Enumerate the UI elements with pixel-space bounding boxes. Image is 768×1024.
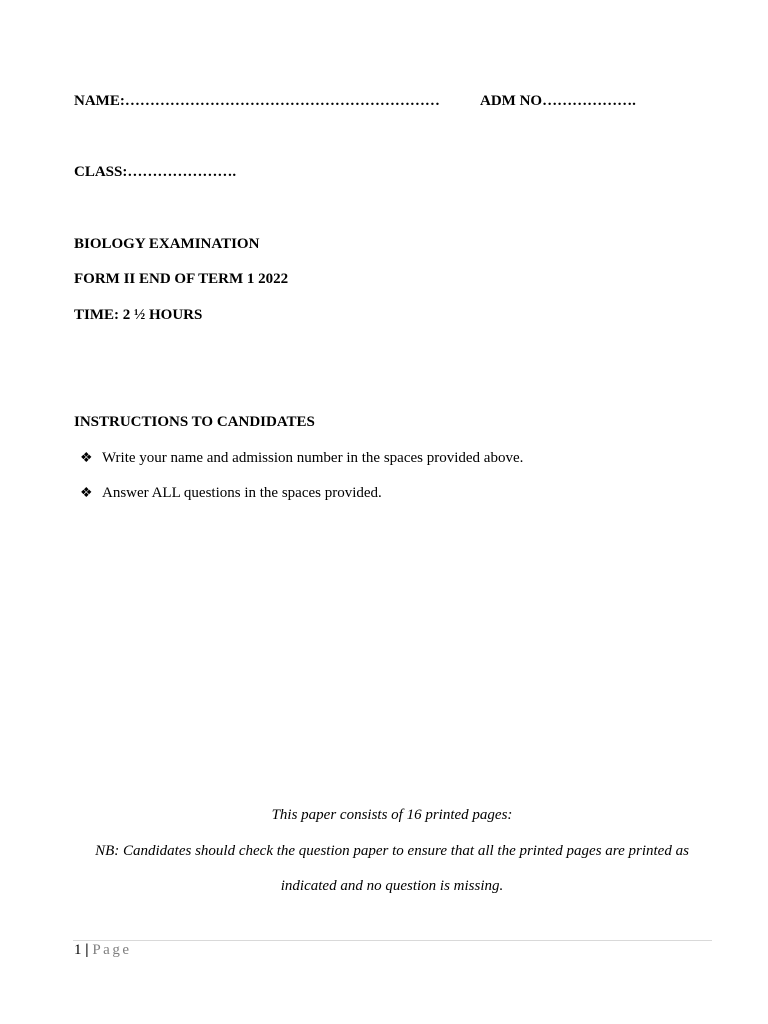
bullet-diamond-icon: ❖ — [80, 451, 93, 466]
footer-divider — [73, 940, 712, 941]
page-word: Page — [92, 942, 132, 958]
footer-separator: | — [85, 942, 89, 958]
class-field-label: CLASS:…………………. — [74, 164, 237, 180]
name-field-label: NAME:……………………………………………………… — [74, 93, 440, 109]
nb-note-line-1: NB: Candidates should check the question paper to ensure that all the printed pages are printed as — [95, 843, 689, 859]
nb-note-line-2: indicated and no question is missing. — [280, 878, 504, 894]
bullet-diamond-icon: ❖ — [80, 486, 93, 501]
exam-time-title: TIME: 2 ½ HOURS — [74, 307, 203, 323]
page-count-note: This paper consists of 16 printed pages: — [271, 807, 513, 823]
exam-form-term-title: FORM II END OF TERM 1 2022 — [74, 271, 289, 287]
page-number: 1 — [74, 942, 82, 958]
instruction-item: Write your name and admission number in the spaces provided above. — [102, 450, 524, 466]
instruction-item: Answer ALL questions in the spaces provided. — [102, 485, 382, 501]
adm-no-field-label: ADM NO………………. — [480, 93, 636, 109]
exam-subject-title: BIOLOGY EXAMINATION — [74, 236, 260, 252]
instructions-heading: INSTRUCTIONS TO CANDIDATES — [74, 414, 315, 430]
page-footer — [74, 942, 131, 959]
